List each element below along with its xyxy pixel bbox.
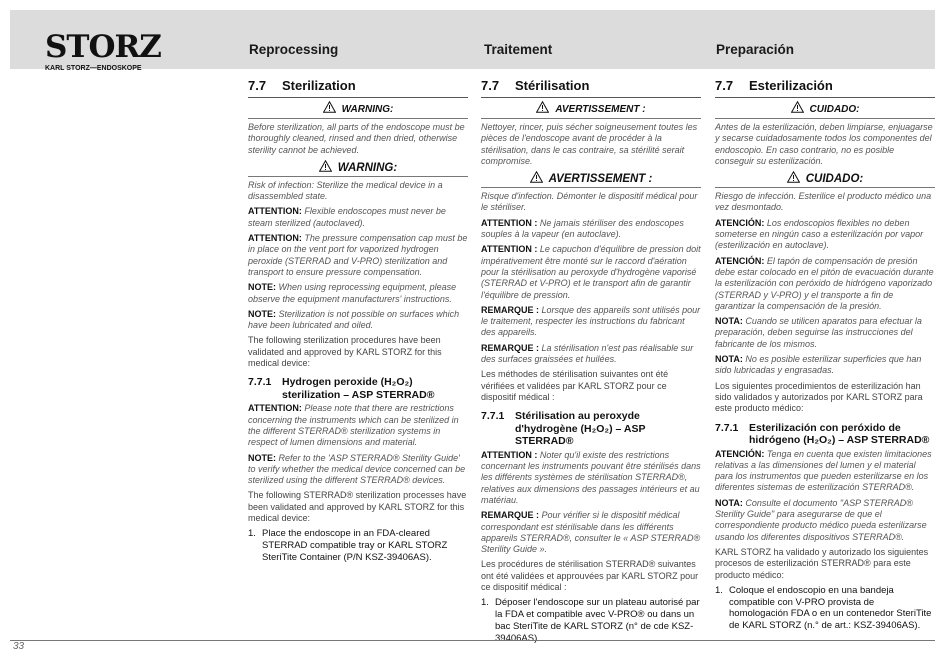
warning-triangle-icon <box>319 160 332 172</box>
paragraph: Risque d'infection. Démonter le dispositif médical pour le stériliser. <box>481 191 698 213</box>
subsection-heading: 7.7.1 Esterilización con peróxido de hidrógeno (H₂O₂) – ASP STERRAD® <box>715 421 930 447</box>
note: NOTA: Cuando se utilicen aparatos para efectuar la preparación, deben seguirse las instrucciones del fabricante de los mismos. <box>715 316 922 349</box>
warning-triangle-icon <box>536 101 549 113</box>
warning-text: Before sterilization, all parts of the endoscope must be thoroughly cleaned, rinsed and then dried, otherwise sterility cannot be achieved. <box>248 122 465 155</box>
attention-note: ATTENTION : Le capuchon d'équilibre de pression doit impérativement être monté sur le raccord d'aération pour la stérilisation au peroxyde d'hydrogène vaporisé (STERRAD et V-PRO) et le transport afin de garantir l'équilibre de pression. <box>481 244 701 300</box>
subsection-heading: 7.7.1 Stérilisation au peroxyde d'hydrogène (H₂O₂) – ASP STERRAD® <box>481 410 646 448</box>
note: NOTE: Refer to the 'ASP STERRAD® Sterility Guide' to verify whether the medical device concerned can be sterilized using the different STERRAD® devices. <box>248 452 466 486</box>
note: NOTA: Consulte el documento "ASP STERRAD® Sterility Guide" para asegurarse de que el correspondiente producto médico pueda esterilizarse usando los diferentes dispositivos STERRAD®. <box>715 497 927 542</box>
page-number: 33 <box>13 641 25 652</box>
attention-note: ATTENTION : Noter qu'il existe des restrictions concernant les instruments pouvant être stérilisés dans les différents systèmes de stérilisation STERRAD®, relatives aux dimensions des passages intérieurs et au matériau. <box>481 449 701 505</box>
step-item: 1. Coloque el endoscopio en una bandeja compatible con V-PRO provista de homologación FDA o en un contenedor SteriTite de KARL STORZ (n.° de art.: KSZ-39406AS). <box>715 584 932 632</box>
warning-triangle-icon <box>323 101 336 113</box>
warning-triangle-icon <box>787 171 800 183</box>
attention-note: ATTENTION: Please note that there are restrictions concerning the instruments which can be sterilized in the different STERRAD® sterilization systems in respect of lumen dimensions and material. <box>248 403 459 448</box>
warning-heading: AVERTISSEMENT : <box>481 171 701 188</box>
step-item: 1. Place the endoscope in an FDA-cleared STERRAD compatible tray or KARL STORZ SteriTite Container (P/N KSZ-39406AS). <box>248 528 448 563</box>
logo-tagline: KARL STORZ—ENDOSKOPE <box>45 65 142 72</box>
header-title-es: Preparación <box>716 42 795 57</box>
warning-heading: WARNING: <box>248 160 468 177</box>
warning-heading: CUIDADO: <box>715 101 935 119</box>
warning-heading: AVERTISSEMENT : <box>481 101 701 119</box>
paragraph: Los siguientes procedimientos de esterilización han sido validados y autorizados por KARL STORZ para este producto médico: <box>715 380 923 414</box>
note: NOTE: When using reprocessing equipment, please observe the equipment manufacturers' instructions. <box>248 282 457 304</box>
note: REMARQUE : Lorsque des appareils sont utilisés pour le traitement, respecter les instructions du fabricant des appareils. <box>481 304 701 338</box>
attention-note: ATENCIÓN: El tapón de compensación de presión debe estar colocado en el pitón de evacuación durante la esterilización con peróxido de hidrógeno vaporizado (STERRAD y V-PRO) y el transporte a fin de garantizar la compensación de la presión. <box>715 255 934 311</box>
column-spanish <box>715 78 935 632</box>
warning-text: Antes de la esterilización, deben limpiarse, enjuagarse y secarse cuidadosamente todos los componentes del endoscopio. En caso contrario, no es posible conseguir su esterilización. <box>715 122 933 166</box>
section-heading: 7.7 Esterilización <box>715 78 935 98</box>
attention-note: ATENCIÓN: Tenga en cuenta que existen limitaciones relativas a las dimensiones del lumen y el material para los instrumentos que pueden esterilizarse en los diferentes sistemas de esterilización STERRAD®. <box>715 448 932 493</box>
header-title-fr: Traitement <box>484 42 553 57</box>
paragraph: The following STERRAD® sterilization processes have been validated and approved by KARL STORZ for this medical device: <box>248 490 467 524</box>
paragraph: The following sterilization procedures have been validated and approved by KARL STORZ for this medical device: <box>248 335 442 369</box>
step-item: 1. Déposer l'endoscope sur un plateau autorisé par la FDA et compatible avec V-PRO® ou dans un bac SteriTite de KARL STORZ (n° de cde KSZ-39406AS). <box>481 597 700 644</box>
attention-note: ATTENTION: The pressure compensation cap must be in place on the vent port for vaporized hydrogen peroxide (STERRAD and V-PRO) sterilization and transport to ensure pressure compensation. <box>248 233 468 277</box>
page-header <box>10 10 935 72</box>
column-french <box>481 78 701 644</box>
paragraph: Risk of infection: Sterilize the medical device in a disassembled state. <box>248 179 443 202</box>
attention-note: ATTENTION: Flexible endoscopes must never be steam sterilized (autoclaved). <box>248 206 446 228</box>
warning-triangle-icon <box>530 171 543 183</box>
paragraph: Riesgo de infección. Esterilice el producto médico una vez desmontado. <box>715 191 932 213</box>
header-title-en: Reprocessing <box>249 42 339 57</box>
section-heading: 7.7 Stérilisation <box>481 78 701 98</box>
subsection-heading: 7.7.1 Hydrogen peroxide (H₂O₂) sterilization – ASP STERRAD® <box>248 376 435 401</box>
warning-triangle-icon <box>791 101 804 113</box>
logo-wordmark: STORZ <box>45 29 161 65</box>
paragraph: Les méthodes de stérilisation suivantes ont été vérifiées et validées par KARL STORZ pour ce dispositif médical : <box>481 369 669 402</box>
paragraph: KARL STORZ ha validado y autorizado los siguientes procesos de esterilización STERRAD® para este producto médico: <box>715 546 929 580</box>
note: NOTA: No es posible esterilizar superficies que han sido lubricadas y engrasadas. <box>715 354 922 376</box>
note: REMARQUE : La stérilisation n'est pas réalisable sur des surfaces graissées et huilées. <box>481 342 694 365</box>
note: NOTE: Sterilization is not possible on surfaces which have been lubricated and oiled. <box>248 308 460 331</box>
warning-heading: CUIDADO: <box>715 171 935 188</box>
attention-note: ATENCIÓN: Los endoscopios flexibles no deben someterse en ningún caso a esterilización por vapor (esterilización en autoclave). <box>715 217 924 251</box>
attention-note: ATTENTION : Ne jamais stériliser des endoscopes souples à la vapeur (en autoclave). <box>481 217 684 240</box>
warning-text: Nettoyer, rincer, puis sécher soigneusement toutes les pièces de l'endoscope avant de procéder à la stérilisation, dans le cas contraire, sa stérilité serait compromise. <box>481 122 698 166</box>
column-english <box>248 78 468 564</box>
footer-divider <box>10 640 935 641</box>
paragraph: Les procédures de stérilisation STERRAD® suivantes ont été validées et approuvées par KARL STORZ pour ce dispositif médical : <box>481 559 699 592</box>
section-heading: 7.7 Sterilization <box>248 78 468 98</box>
warning-heading: WARNING: <box>248 101 468 119</box>
note: REMARQUE : Pour vérifier si le dispositif médical correspondant est stérilisable dans les différents appareils STERRAD®, consulter le « ASP STERRAD® Sterility Guide ». <box>481 510 701 555</box>
storz-logo <box>45 29 161 73</box>
